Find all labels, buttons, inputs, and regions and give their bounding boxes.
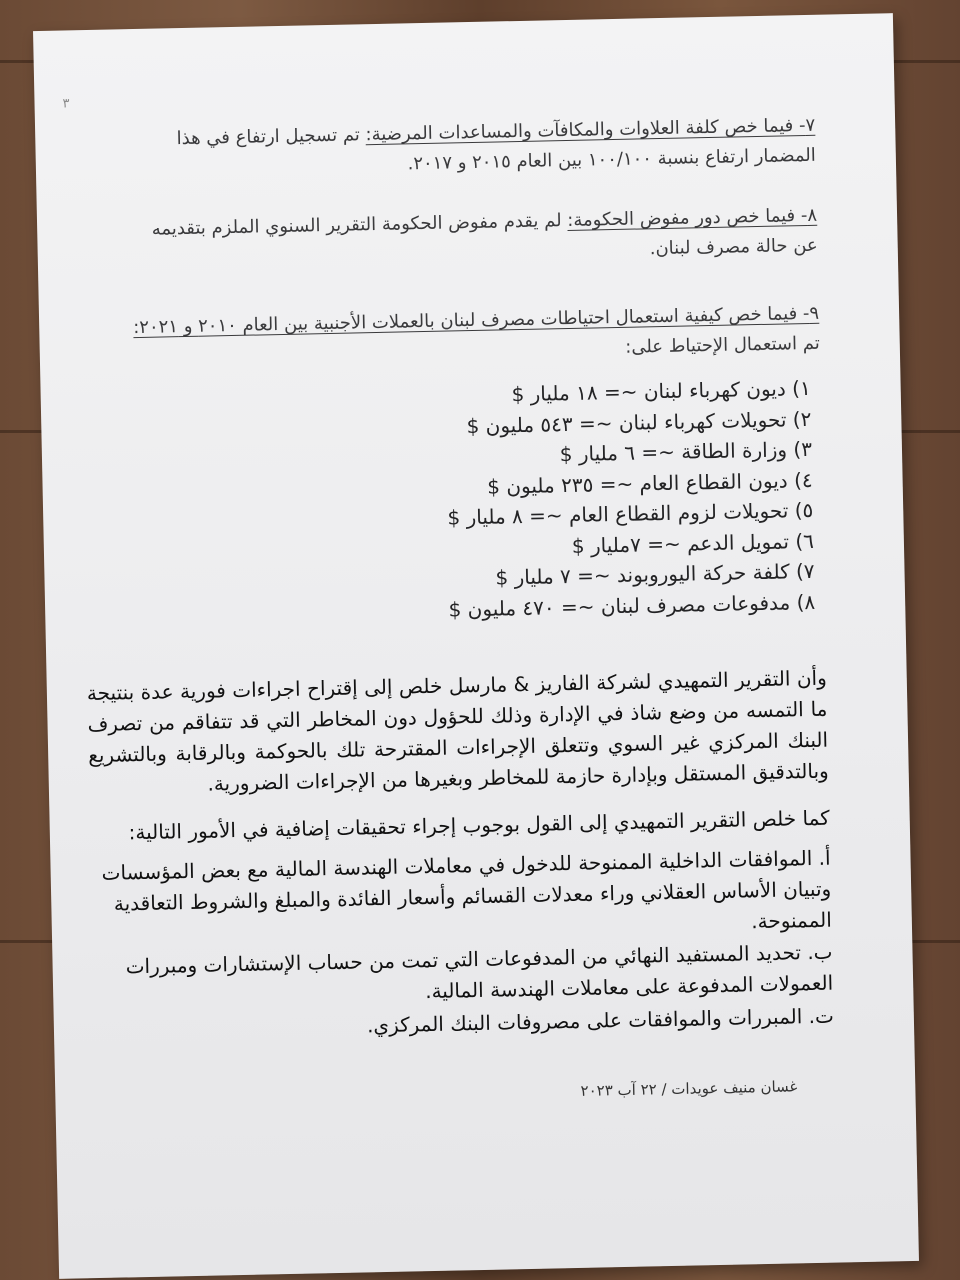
sub-item-a: أ. الموافقات الداخلية الممنوحة للدخول في معاملات الهندسة المالية مع بعض المؤسسات وتبيان الأساس العقلاني وراء معدلات القسائم وأسعار الفائدة والمبلغ والشروط التعاقدية الممنوحة.: [101, 845, 833, 934]
list-item: ٨) مدفوعات مصرف لبنان ~= ٤٧٠ مليون $: [448, 589, 816, 622]
item-9-label: ٩- فيما خص كيفية استعمال احتياطات مصرف لبنان بالعملات الأجنبية بين العام ٢٠١٠ و ٢٠٢١:: [133, 302, 820, 339]
item-7: [135, 111, 816, 185]
list-item: ٥) تحويلات لزوم القطاع العام ~= ٨ مليار $: [447, 497, 814, 530]
item-9: [129, 299, 820, 373]
reserve-uses-list: [290, 373, 815, 628]
item-8: [137, 201, 818, 275]
list-item: ٦) تمويل الدعم ~= ٧مليار $: [571, 528, 815, 558]
page-number: ٣: [62, 96, 70, 112]
paragraph-further-investigation: كما خلص التقرير التمهيدي إلى القول بوجوب إجراء تحقيقات إضافية في الأمور التالية:: [128, 805, 830, 845]
list-item: ٢) تحويلات كهرباء لبنان ~= ٥٤٣ مليون $: [466, 406, 812, 438]
list-item: ٣) وزارة الطاقة ~= ٦ مليار $: [559, 436, 813, 467]
item-8-label: ٨- فيما خص دور مفوض الحكومة:: [567, 204, 818, 231]
document-page: [33, 13, 919, 1279]
sub-item-b: ب. تحديد المستفيد النهائي من المدفوعات التي تمت من حساب الإستشارات ومبررات العمولات المدفوعة على معاملات الهندسة المالية.: [125, 939, 834, 1004]
list-item: ١) ديون كهرباء لبنان ~= ١٨ مليار $: [511, 375, 811, 407]
paragraph-findings: وأن التقرير التمهيدي لشركة الفاريز & مارسل خلص إلى إقتراح اجراءات فورية عدة بنتيجة ما التمسه من وضع شاذ في الإدارة وذلك للحؤول دون المخاطر التي قد تتفاقم من تصرف البنك المركزي غير السوي وتتعلق الإجراءات المقترحة تلك بالحوكمة وبالرقابة وبالتشريع وبالتدقيق المستقل وبإدارة حازمة للمخاطر وبغيرها من الإجراءات الضرورية.: [86, 665, 829, 796]
item-7-label: ٧- فيما خص كلفة العلاوات والمكافآت والمساعدات المرضية:: [365, 114, 816, 146]
item-9-text: تم استعمال الإحتياط على:: [625, 332, 820, 358]
list-item: ٤) ديون القطاع العام ~= ٢٣٥ مليون $: [487, 467, 813, 499]
list-item: ٧) كلفة حركة اليوروبوند ~= ٧ مليار $: [495, 558, 815, 590]
signature-line: غسان منيف عويدات / ٢٢ آب ٢٠٢٣: [580, 1077, 798, 1100]
sub-item-c: ت. المبررات والموافقات على مصروفات البنك المركزي.: [366, 1003, 835, 1038]
item-8-text: لم يقدم مفوض الحكومة التقرير السنوي الملزم بتقديمه عن حالة مصرف لبنان.: [151, 209, 818, 260]
item-7-text: تم تسجيل ارتفاع في هذا المضمار ارتفاع بنسبة ١٠٠/١٠٠ بين العام ٢٠١٥ و ٢٠١٧.: [176, 124, 817, 175]
